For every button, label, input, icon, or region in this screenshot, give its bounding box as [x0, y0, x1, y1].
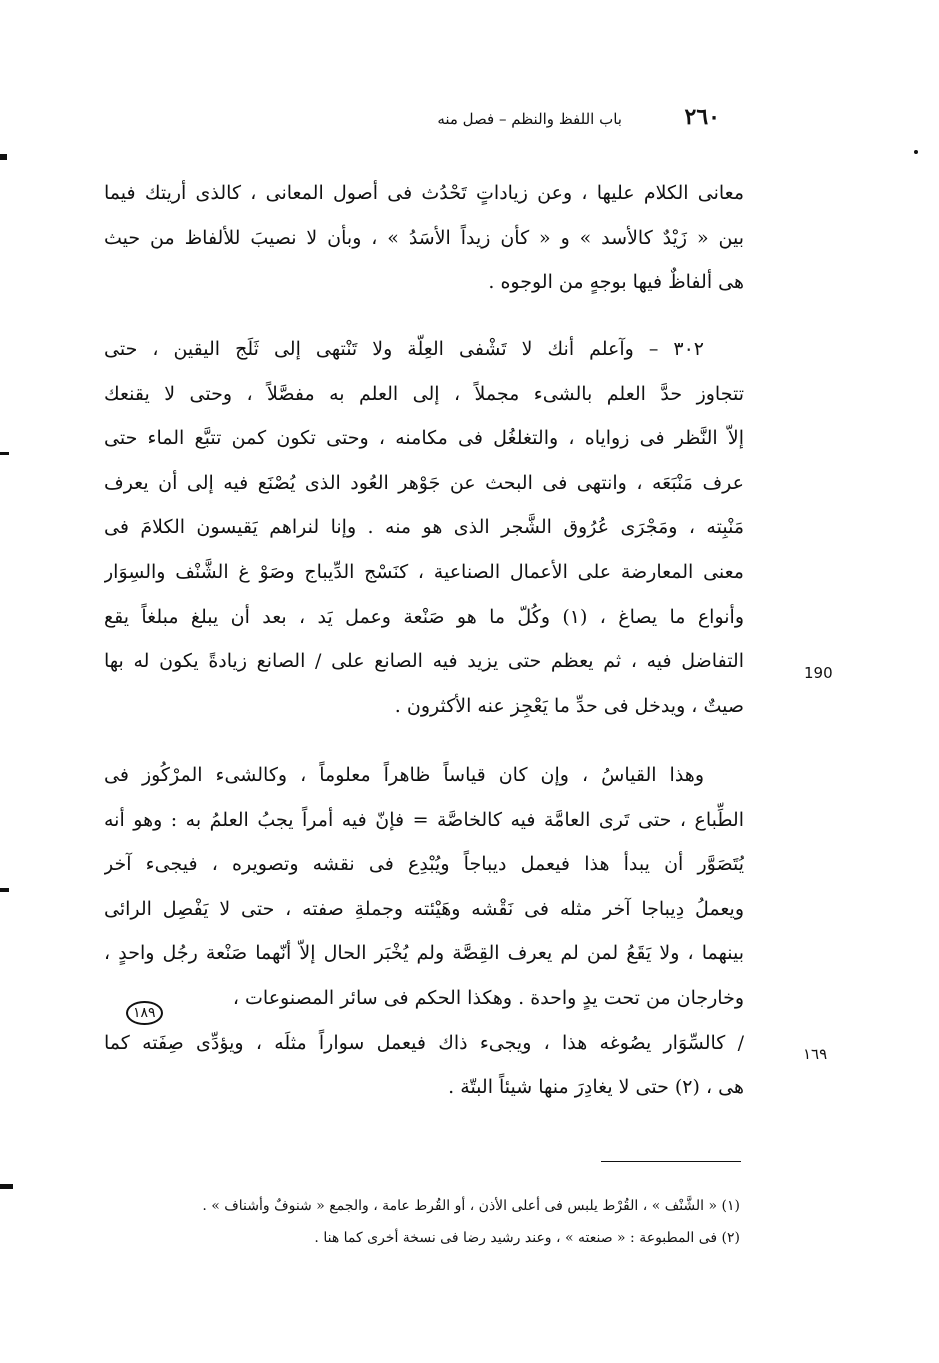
- text-line: إلاّ النَّظر فى زواياه ، والتغلغُل فى مكامنه ، وحتى تكون كمن تتبَّع الماء حتى: [104, 427, 744, 450]
- scan-edge-mark: [0, 452, 9, 455]
- paragraph-1: [104, 171, 744, 305]
- text-line: صيتٌ ، ويدخل فى حدِّ ما يَعْجِز عنه الأكثرون .: [394, 694, 744, 717]
- text-line: ٣٠٢ – وآعلم أنك لا تَشْفى العِلّة ولا تَنْتهى إلى ثَلَج اليقين ، حتى: [104, 338, 704, 360]
- text-line: وهذا القياسُ ، وإن كان قياساً ظاهراً معلوماً ، وكالشىء المرْكُوز فى: [104, 764, 704, 786]
- page-header: [300, 104, 720, 144]
- text-line: معانى الكلام عليها ، وعن زياداتٍ تَحْدُث فى أصول المعانى ، كالذى أريتك فيما: [104, 182, 744, 204]
- text-line: تتجاوز حدَّ العلم بالشىء مجملاً ، إلى العلم به مفصَّلاً ، وحتى لا يقنعك: [104, 382, 744, 405]
- footnote-2: (٢) فى المطبوعة : « صنعته » ، وعند رشيد رضا فى نسخة أخرى كما هنا .: [314, 1230, 740, 1246]
- scan-edge-mark: [914, 150, 918, 154]
- text-line: بين « زَيْدٌ كالأسد » و « كأن زيداً الأسَدُ » ، وبأن لا نصيبَ للألفاظ من حيث: [104, 226, 744, 249]
- page-number: ٢٦٠: [684, 104, 720, 130]
- footnote-divider: [601, 1161, 741, 1162]
- paragraph-3: [104, 753, 744, 1110]
- text-line: هى ، (٢) حتى لا يغادِرَ منها شيئاً البتّة .: [448, 1076, 744, 1099]
- text-line: ويعملُ دِيباجا آخر مثله فى نَقْشه وهَيْئته وجملةِ صفته ، حتى لا يَفْصِل الرائى: [104, 897, 744, 920]
- text-line: / كالسِّوَار يصُوغه هذا ، ويجىء ذاك فيعمل سواراً مثلَه ، ويؤدِّى صِفَته كما: [104, 1031, 744, 1054]
- text-line: معنى المعارضة على الأعمال الصناعية ، كنَسْج الدِّيباج وصَوْ غ الشَّنْف والسِوَار: [104, 560, 744, 583]
- footnotes: [120, 1190, 740, 1254]
- scan-edge-mark: [0, 1184, 13, 1189]
- text-line: مَنْبِته ، ومَجْرَى عُرُوق الشَّجر الذى هو منه . وإنا لنراهم يَقيسون الكلامَ فى: [104, 516, 744, 539]
- text-line: هى ألفاظٌ فيها بوجهٍ من الوجوه .: [488, 271, 744, 294]
- running-head: باب اللفظ والنظم – فصل منه: [437, 110, 622, 128]
- scan-edge-mark: [0, 888, 9, 892]
- footnote-1: (١) « الشَّنْف » ، القُرْط يلبس فى أعلى الأذن ، أو القُرط عامة ، والجمع « شنوفٌ وأشناف » .: [202, 1198, 740, 1214]
- text-line: بينهما ، ولا يَقَعُ لمن لم يعرف القِصَّة ولم يُخْبَر الحال إلاّ أنّهما صَنْعة رجُل واحدٍ ،: [104, 942, 744, 965]
- circled-page-ref: ١٨٩: [126, 1001, 163, 1025]
- margin-ref-190: 190: [804, 664, 833, 682]
- text-line: الطِّباع ، حتى تَرى العامَّة فيه كالخاصَّة = فإنّ فيه أمراً يجبُ العلمُ به : وهو أنه: [104, 808, 744, 831]
- text-line: التفاضل فيه ، ثم يعظم حتى يزيد فيه الصانع على / الصانع زيادةً يكون له بها: [104, 650, 744, 673]
- text-line: يُتَصَوَّر أن يبدأ هذا فيعمل ديباجاً ويُبْدِع فى نقشه وتصويره ، فيجىء آخر: [104, 853, 744, 876]
- margin-ref-169: ١٦٩: [803, 1045, 828, 1063]
- scan-edge-mark: [0, 154, 7, 160]
- paragraph-302: [104, 327, 744, 728]
- text-line: وخارجان من تحت يدٍ واحدة . وهكذا الحكم فى سائر المصنوعات ،: [232, 986, 744, 1009]
- text-line: عرف مَنْبَعَه ، وانتهى فى البحث عن جَوْهر العُود الذى يُصْنَع فيه إلى أن يعرف: [104, 471, 744, 494]
- text-line: وأنواع ما يصاغ ، (١) وكُلّ ما هو صَنْعة وعمل يَد ، بعد أن يبلغ مبلغاً يقع: [104, 605, 744, 628]
